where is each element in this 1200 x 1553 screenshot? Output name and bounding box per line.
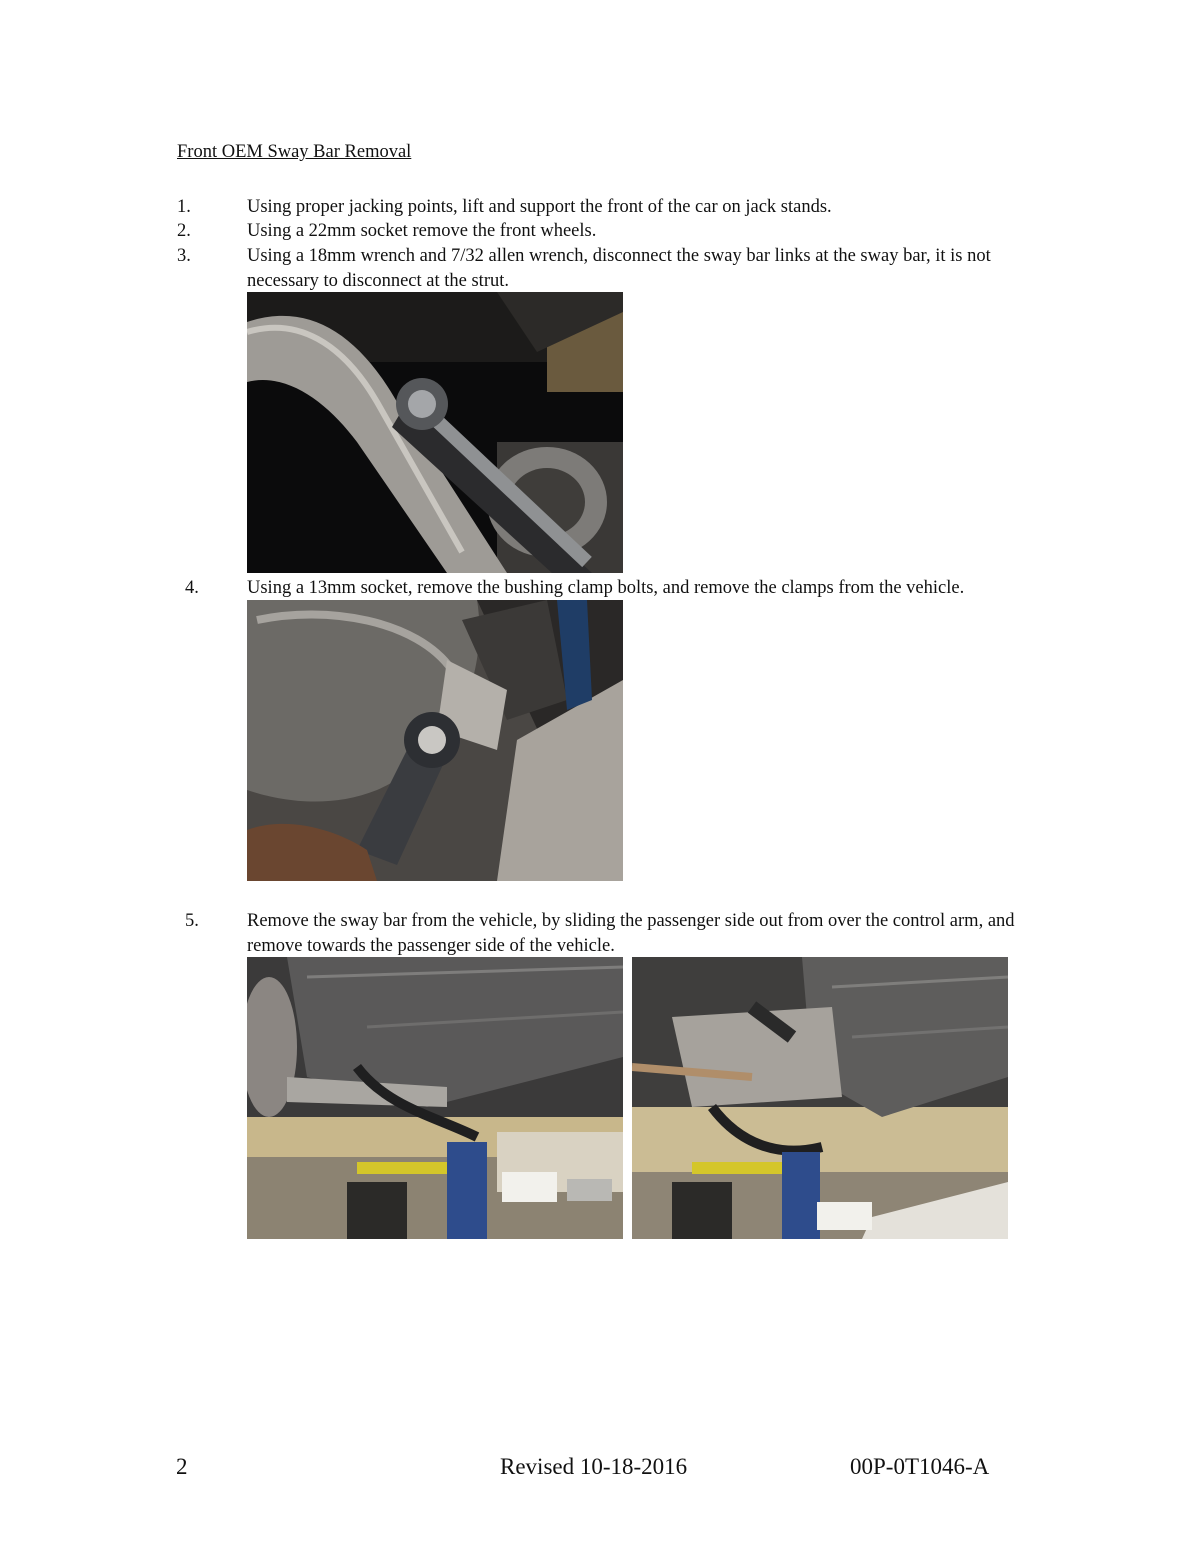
step-text-2: Using a 22mm socket remove the front wheels.	[247, 221, 597, 241]
step-text-5: Remove the sway bar from the vehicle, by sliding the passenger side out from over the control arm, and remove towards the passenger side of the vehicle.	[247, 911, 1015, 956]
footer-part-number: 00P-0T1046-A	[850, 1454, 990, 1479]
step-number-3: 3.	[177, 246, 191, 266]
step-number-2: 2.	[177, 221, 191, 241]
photo-sway-bar-link-wrench	[247, 292, 623, 573]
step-text-1: Using proper jacking points, lift and support the front of the car on jack stands.	[247, 197, 832, 217]
step-number-1: 1.	[177, 197, 191, 217]
footer-revision: Revised 10-18-2016	[500, 1454, 688, 1479]
step-text-3: Using a 18mm wrench and 7/32 allen wrench, disconnect the sway bar links at the sway bar, it is not necessary to disconnect at the strut.	[247, 246, 991, 291]
step-number-5: 5.	[185, 911, 199, 931]
section-heading: Front OEM Sway Bar Removal	[177, 142, 412, 162]
photo-bushing-clamp-bolt	[247, 600, 623, 881]
photo-underside-left	[247, 957, 623, 1239]
step-number-4: 4.	[185, 578, 199, 598]
photo-underside-right	[632, 957, 1008, 1239]
step-text-4: Using a 13mm socket, remove the bushing clamp bolts, and remove the clamps from the vehicle.	[247, 578, 965, 598]
footer-page-number: 2	[176, 1454, 188, 1479]
